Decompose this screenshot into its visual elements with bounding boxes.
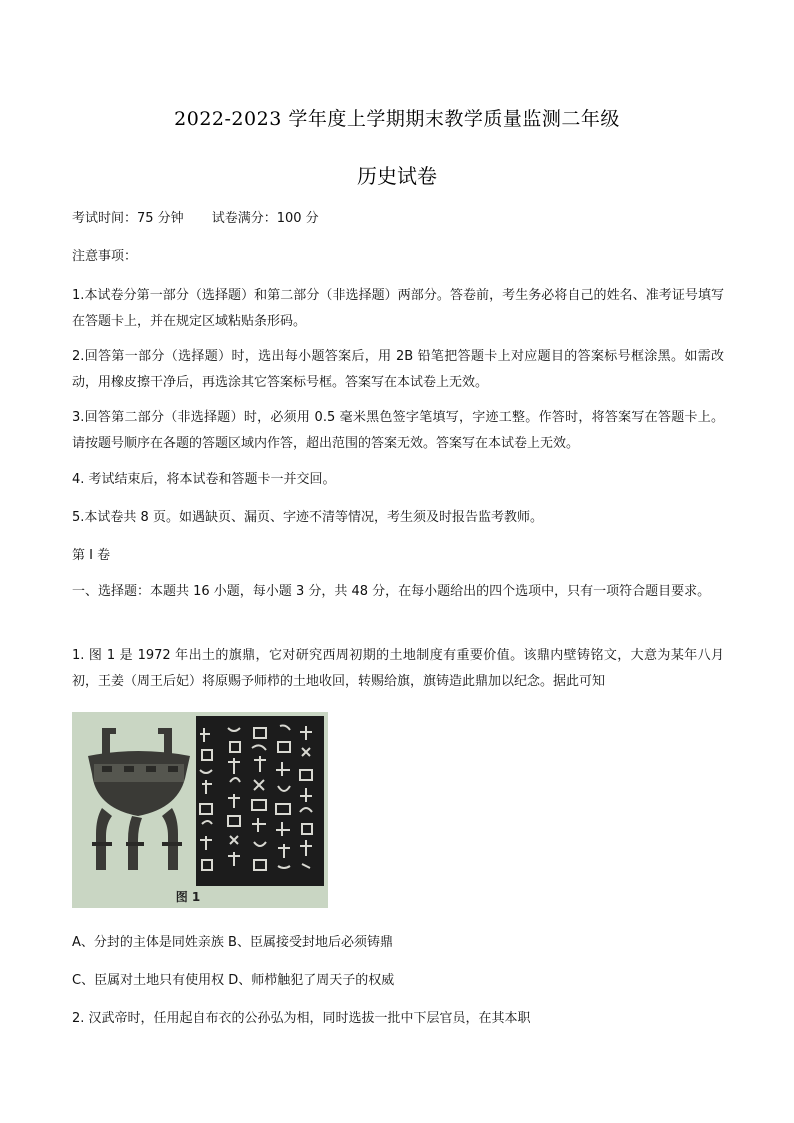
notice-heading: 注意事项： [72, 249, 138, 264]
question-2-stem: 2. 汉武帝时，任用起自布衣的公孙弘为相，同时选拔一批中下层官员，在其本职 [72, 1011, 531, 1026]
exam-full-score: 试卷满分：100 分 [211, 211, 319, 226]
ding-image [72, 712, 328, 908]
question-1-options-ab: A、分封的主体是同姓亲族 B、臣属接受封地后必须铸鼎 [72, 935, 393, 950]
question-1-stem: 1. 图 1 是 1972 年出土的旗鼎，它对研究西周初期的土地制度有重要价值。该鼎内壁铸铭文，大意为某年八月初，王姜（周王后妃）将原赐予师栉的土地收回，转赐给旗，旗铸造此鼎加以纪念。据此可知 [72, 648, 724, 689]
figure-1-ding-and-inscription [72, 712, 328, 908]
exam-title: 2022-2023 学年度上学期期末教学质量监测二年级 [174, 108, 620, 130]
part-heading: 第 I 卷 [72, 548, 111, 563]
exam-time: 考试时间：75 分钟 [72, 211, 184, 226]
question-1-options-cd: C、臣属对土地只有使用权 D、师栉触犯了周天子的权威 [72, 973, 395, 988]
exam-info-line [72, 206, 724, 232]
notice-item-3: 3.回答第二部分（非选择题）时，必须用 0.5 毫米黑色签字笔填写，字迹工整。作答时，将答案写在答题卡上。请按题号顺序在各题的答题区域内作答，超出范围的答案无效。答案写在本试卷上无效。 [72, 410, 724, 451]
notice-item-5: 5.本试卷共 8 页。如遇缺页、漏页、字迹不清等情况，考生须及时报告监考教师。 [72, 510, 543, 525]
section-instruction: 一、选择题：本题共 16 小题，每小题 3 分，共 48 分，在每小题给出的四个选项中，只有一项符合题目要求。 [72, 584, 711, 599]
notice-item-4: 4. 考试结束后，将本试卷和答题卡一并交回。 [72, 472, 336, 487]
inscription-rubbing [196, 716, 324, 886]
notice-item-2: 2.回答第一部分（选择题）时，选出每小题答案后，用 2B 铅笔把答题卡上对应题目的答案标号框涂黑。如需改动，用橡皮擦干净后，再选涂其它答案标号框。答案写在本试卷上无效。 [72, 349, 724, 390]
notice-item-1: 1.本试卷分第一部分（选择题）和第二部分（非选择题）两部分。答卷前，考生务必将自己的姓名、准考证号填写在答题卡上，并在规定区域粘贴条形码。 [72, 288, 724, 329]
figure-1-caption: 图 1 [175, 890, 201, 904]
exam-subject-title: 历史试卷 [357, 164, 437, 188]
